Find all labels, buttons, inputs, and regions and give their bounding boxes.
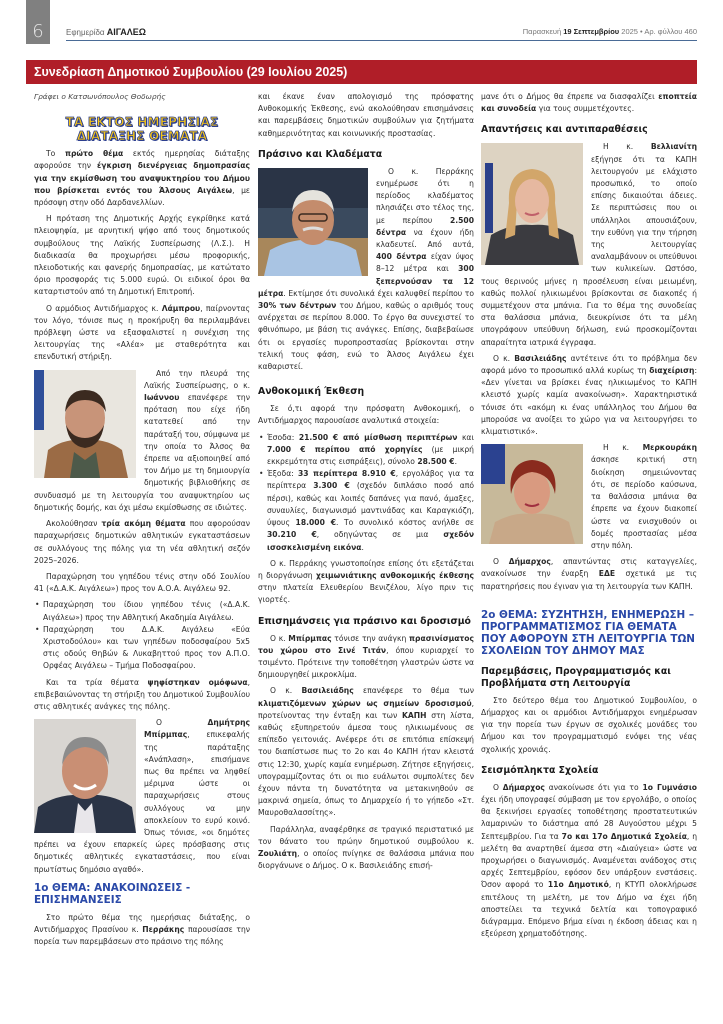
subheading-earthquake-schools: Σεισμόπληκτα Σχολεία	[481, 764, 599, 776]
photo-merkouraki	[481, 444, 583, 544]
list-item: • Έσοδα: 21.500 € από μίσθωση περιπτέρων και 7.000 € περίπου από χορηγίες (με μικρή εκκρεμότητα στις εισπράξεις), σύνολο 28.500 €.	[258, 432, 474, 469]
topic-1-title: 1ο ΘΕΜΑ: ΑΝΑΚΟΙΝΩΣΕΙΣ - ΕΠΙΣΗΜΑΝΣΕΙΣ	[34, 881, 191, 906]
subheading-cooling: Επισημάνσεις για πράσινο και δροσισμό	[258, 615, 471, 627]
paragraph: Το πρώτο θέμα εκτός ημερησίας διάταξης αφορούσε την έγκριση διενέργειας δημοπρασίας για την εκμίσθωση του αναψυκτηρίου του Δήμου που βρίσκεται εντός του Άλσους Αιγάλεω, με πρόσοψη στην οδό Δαρδανελλίων.	[34, 149, 251, 208]
paragraph: Ο Δήμαρχος ανακοίνωσε ότι για το 1ο Γυμνάσιο έχει ήδη υπογραφεί σύμβαση με τον εργολάβο, ο οποίος θα ξεκινήσει εργασίες τοποθέτησης προστατευτικών λαμαρινών το διάστημα από 28 Αυγούστου μέχρι 5 Σεπτεμβρίου. Για τα 7ο και 17ο Δημοτικά Σχολεία, η μελέτη θα αναρτηθεί άμεσα στη «Διαύγεια» ώστε να προχωρήσει ο διαγωνισμός. Αναμένεται ανάδοχος στις αρχές Σεπτεμβρίου, εφόσον δεν υπάρξουν ενστάσεις. Όσον αφορά το 11ο Δημοτικό, η ΚΤΥΠ ολοκλήρωσε επιτέλους τη μελέτη, με τον Δήμο να έχει ήδη αποστείλει τα τεχνικά δελτία και τοπογραφικό διάγραμμα. Επόμενο βήμα είναι η έκδοση άδειας και η εξεύρεση χρηματοδότησης.	[481, 782, 698, 939]
list-item: • Έξοδα: 33 περίπτερα 8.910 €, εργολάβος για τα περίπτερα 3.300 € (σχεδόν διπλάσιο ποσό από πέρσι), καθώς και λοιπές δαπάνες για πανό, άμαξες, συναυλίες, διαγωνισμό μαντινάδας και Καραγκιόζη, ύψους 18.000 €. Το συνολικό κόστος ανήλθε σε 30.210 €, οδηγώντας σε μια σχεδόν ισοσκελισμένη εικόνα.	[258, 468, 474, 553]
headline: ΤΑ ΕΚΤΟΣ ΗΜΕΡΗΣΙΑΣ ΔΙΑΤΑΞΗΣ ΘΕΜΑΤΑ	[65, 115, 219, 144]
paragraph: Ο κ. Μπίρμπας τόνισε την ανάγκη πρασινίσματος του χώρου στο Σινέ Τιτάν, όπου κυριαρχεί το τσιμέντο. Πρότεινε την τοποθέτηση γλαστρών ώστε να δημιουργηθεί μικροκλίμα.	[258, 633, 474, 680]
paragraph: Σε ό,τι αφορά την πρόσφατη Ανθοκομική, ο Αντιδήμαρχος παρουσίασε αναλυτικά στοιχεία:	[258, 404, 474, 426]
paper-title: ΑΙΓΑΛΕΩ	[106, 27, 146, 37]
paragraph: Ο Δημήτρης Μπίρμπας, επικεφαλής της παράταξης «Ανάπλαση», επισήμανε πως θα πρέπει να ληφθεί μέριμνα ώστε οι παραχωρήσεις στους συλλόγους να μην αποκλείουν το ευρύ κοινό. Όπως τόνισε, «οι δημότες πρέπει να έχουν επαρκείς ώρες πρόσβασης στις δημοτικές αθλητικές εγκαταστάσεις, που είναι πρωτίστως δημόσιο αγαθό».	[34, 718, 250, 874]
list-item: • Παραχώρηση του ίδιου γηπέδου τένις («Δ.Α.Κ. Αιγάλεω») προς την Αθλητική Ακαδημία Αιγάλεω.	[34, 599, 250, 623]
photo-ioannou	[34, 370, 136, 478]
date-bold: 19 Σεπτεμβρίου	[563, 27, 620, 36]
paragraph: Παράλληλα, αναφέρθηκε σε τραγικό περιστατικό με τον θάνατο του πρώην δημοτικού συμβούλου κ. Ζουλιάτη, ο οποίος πνίγηκε σε θαλάσσια μπάνια που διοργάνωνε ο Δήμος. Ο κ. Βασιλειάδης επισή-	[258, 824, 474, 871]
paragraph: Ακολούθησαν τρία ακόμη θέματα που αφορούσαν παραχωρήσεις δημοτικών αθλητικών εγκαταστάσεων σε συλλόγους της πόλης για τη νέα αθλητική σεζόν 2025–2026.	[34, 519, 250, 565]
newspaper-header	[66, 25, 697, 41]
subheading-responses: Απαντήσεις και αντιπαραθέσεις	[481, 124, 648, 136]
newspaper-name	[66, 27, 146, 37]
bullet-list	[34, 599, 250, 672]
paragraph: Και τα τρία θέματα ψηφίστηκαν ομόφωνα, επιβεβαιώνοντας τη στήριξη του Δημοτικού Συμβουλίου στις αθλητικές ανάγκες της πόλης.	[34, 677, 251, 711]
page-number: 6	[26, 0, 50, 44]
paragraph: Η πρόταση της Δημοτικής Αρχής εγκρίθηκε κατά πλειοψηφία, με αρνητική ψήφο από τους δημοτικούς συμβούλους της Λαϊκής Συσπείρωσης (Λ.Σ.). Η διαδικασία θα προχωρήσει μέσω προφορικής, πλειοδοτικής και φανερής δημοπρασίας, με κατώτατο όριο προσφοράς τις 5.000 ευρώ. Οι ειδικοί όροι θα καταρτιστούν από τη Δημοτική Επιτροπή.	[34, 214, 250, 297]
photo-perrakis	[258, 168, 368, 276]
paragraph: Ο κ. Βασιλειάδης επανέφερε το θέμα των κλιματιζόμενων χώρων ως σημείων δροσισμού, προτείνοντας την ένταξη και των ΚΑΠΗ στη λίστα, καθώς εξυπηρετούν άμεσα τους ηλικιωμένους σε επίπεδο γειτονιάς. Ανέφερε ότι σε επιτόπια επίσκεψή του διαπίστωσε πως το 2ο και 4ο ΚΑΠΗ ήταν κλειστά στις 12:30, χωρίς καμία ενημέρωση. Ζήτησε εξηγήσεις, υπογραμμίζοντας ότι οι πιο ευάλωτοι συμπολίτες δεν έχουν πάντα τη δυνατότητα να μετακινηθούν σε μακρινά σημεία, όπως το Δημαρχείο ή το γήπεδο «Στ. Μαυροθαλασσίτης».	[258, 686, 475, 818]
bullet-list	[258, 432, 474, 554]
list-item: • Παραχώρηση του Δ.Α.Κ. Αιγάλεω «Εύα Χριστοδούλου» και των γηπέδων ποδοσφαίρου 5x5 στις οδούς Θηβών & Λυκαβηττού προς τον Α.Π.Ο. Ορφέας Αιγάλεω – Τμήμα Ποδοσφαίρου.	[34, 624, 250, 673]
subheading-schools: Παρεμβάσεις, Προγραμματισμός και Προβλήματα στη Λειτουργία	[481, 665, 671, 689]
column-3	[481, 91, 697, 944]
subheading-flower-expo: Ανθοκομική Έκθεση	[258, 386, 365, 398]
photo-birbas	[34, 719, 136, 833]
paragraph: Η κ. Βελλιανίτη εξήγησε ότι τα ΚΑΠΗ λειτουργούν με ελάχιστο προσωπικό, το οποίο επίσης δικαιούται άδειες. Σε περιπτώσεις που οι υπάλληλοι απουσιάζουν, την ευθύνη για την τήρηση της λειτουργίας αναλαμβάνουν οι υπεύθυνοι των κυλικείων. Ωστόσο, τους θερινούς μήνες η προσέλευση είναι μειωμένη, καθώς πολλοί ηλικιωμένοι βρίσκονται σε διακοπές ή συμμετέχουν στα μπάνια. Για το θέμα της συνοδείας στα θαλάσσια μπάνια, διευκρίνισε ότι τα μέλη υπογράφουν υπεύθυνη δήλωση, ενώ προσκομίζονται απαραίτητα ιατρικά έγγραφα.	[481, 142, 697, 347]
paragraph: και έκανε έναν απολογισμό της πρόσφατης Ανθοκομικής Έκθεσης, ενώ ακολούθησαν επισημάνσεις και παρεμβάσεις δημοτικών συμβούλων για ζητήματα καθημερινότητας και κοινωνικής προστασίας.	[258, 92, 474, 138]
paragraph: Από την πλευρά της Λαϊκής Συσπείρωσης, ο κ. Ιωάννου επανέφερε την πρόταση που είχε ήδη κατατεθεί από την παράταξή του, σύμφωνα με την οποία το Άλσος θα έπρεπε να αξιοποιηθεί από τον Δήμο με τη δημιουργία δημοτικής βιβλιοθήκης σε συνδυασμό με τη λειτουργία του αναψυκτηρίου ως δημοτικής δομής, και όχι μέσω εκμίσθωσης σε ιδιώτες.	[34, 368, 250, 512]
issue-number: 2025 • Αρ. φύλλου 460	[619, 27, 697, 36]
paragraph: Η κ. Μερκουράκη άσκησε κριτική στη διοίκηση σημειώνοντας ότι, σε περίοδο καύσωνα, τα θαλάσσια μπάνια θα έπρεπε να έχουν διακοπεί ώστε να ενισχυθούν οι δομές προστασίας μέσα στην πόλη.	[591, 443, 697, 550]
column-2	[258, 91, 474, 876]
date-prefix: Παρασκευή	[522, 27, 564, 36]
section-banner: Συνεδρίαση Δημοτικού Συμβουλίου (29 Ιουλίου 2025)	[26, 60, 697, 84]
paragraph: Ο Δήμαρχος, απαντώντας στις καταγγελίες, ανακοίνωσε την έναρξη ΕΔΕ σχετικά με τις παρατηρήσεις που έγιναν για τη λειτουργία των ΚΑΠΗ.	[481, 557, 697, 591]
subheading-greenery: Πράσινο και Κλαδέματα	[258, 148, 383, 160]
photo-vellianiti	[481, 143, 583, 265]
paragraph: Ο κ. Βασιλειάδης αντέτεινε ότι το πρόβλημα δεν αφορά μόνο το προσωπικό αλλά κυρίως τη διαχείριση: «Δεν γίνεται να βρίσκει ένας ηλικιωμένος το ΚΑΠΗ κλειστό χωρίς καμία ανακοίνωση». Χαρακτηριστικά τόνισε ότι «ακόμη κι ένας υπάλληλος του Δήμου θα μπορούσε να ανοίξει το χώρο για να λειτουργήσει το κλιματιστικό».	[481, 353, 697, 437]
topic-2-title: 2ο ΘΕΜΑ: ΣΥΖΗΤΗΣΗ, ΕΝΗΜΕΡΩΣΗ – ΠΡΟΓΡΑΜΜΑΤΙΣΜΟΣ ΓΙΑ ΘΕΜΑΤΑ ΠΟΥ ΑΦΟΡΟΥΝ ΣΤΗ ΛΕΙΤΟΥΡΓΙΑ ΤΩΝ ΣΧΟΛΕΙΩΝ ΤΟΥ ΔΗΜΟΥ ΜΑΣ	[481, 608, 695, 657]
column-1	[34, 91, 250, 952]
paragraph: μανε ότι ο Δήμος θα έπρεπε να διασφαλίζει εποπτεία και συνοδεία για τους συμμετέχοντες.	[481, 92, 697, 114]
paragraph: Στο πρώτο θέμα της ημερήσιας διάταξης, ο Αντιδήμαρχος Πρασίνου κ. Περράκης παρουσίασε την πορεία των παρεμβάσεων στο πράσινο της πόλης	[34, 912, 250, 947]
paragraph: Παραχώρηση του γηπέδου τένις στην οδό Σουλίου 41 («Δ.Α.Κ. Αιγάλεω») προς τον Α.Ο.Α. Αιγάλεω 92.	[34, 571, 250, 594]
byline: Γράφει ο Κατσωνόπουλος Θοδωρής	[34, 92, 166, 101]
issue-date	[523, 27, 697, 36]
paragraph: Στο δεύτερο θέμα του Δημοτικού Συμβουλίου, ο Δήμαρχος και οι αρμόδιοι Αντιδήμαρχοι ενημέρωσαν για την πορεία των έργων σε σχολικές μονάδες του Δήμου και τον προγραμματισμό ενόψει της νέας σχολικής χρονιάς.	[481, 695, 697, 754]
paragraph: Ο αρμόδιος Αντιδήμαρχος κ. Λάμπρου, παίρνοντας τον λόγο, τόνισε πως η προκήρυξη θα περιλαμβάνει πρόβλεψη ώστε να εξασφαλιστεί η συνέχιση της λειτουργίας της «Αλέα» με σταθερότητα και επενδυτική στήριξη.	[34, 303, 250, 362]
paragraph: Ο κ. Περράκης ενημέρωσε ότι η περίοδος κλαδέματος πλησιάζει στο τέλος της, με περίπου 2.500 δέντρα να έχουν ήδη κλαδευτεί. Από αυτά, 400 δέντρα είχαν ύψος 8–12 μέτρα και 300 ξεπερνούσαν τα 12 μέτρα. Εκτίμησε ότι συνολικά έχει καλυφθεί περίπου το 30% των δέντρων του Δήμου, καθώς ο αριθμός τους ανέρχεται σε περίπου 8.000. Το έργο θα συνεχιστεί το φθινόπωρο, με βάση τις ανάγκες. Επίσης, διαβεβαίωσε ότι οι εργασίες πυροπροστασίας βρίσκονται στην τελική τους φάση, ενώ το Άλσος Αιγάλεω έχει καθαριστεί.	[258, 166, 474, 372]
paragraph: Ο κ. Περράκης γνωστοποίησε επίσης ότι εξετάζεται η διοργάνωση χειμωνιάτικης ανθοκομικής έκθεσης στην πλατεία Ελευθερίου Βενιζέλου, λίγο πριν τις γιορτές.	[258, 558, 474, 605]
paper-prefix: Εφημερίδα	[66, 28, 107, 37]
